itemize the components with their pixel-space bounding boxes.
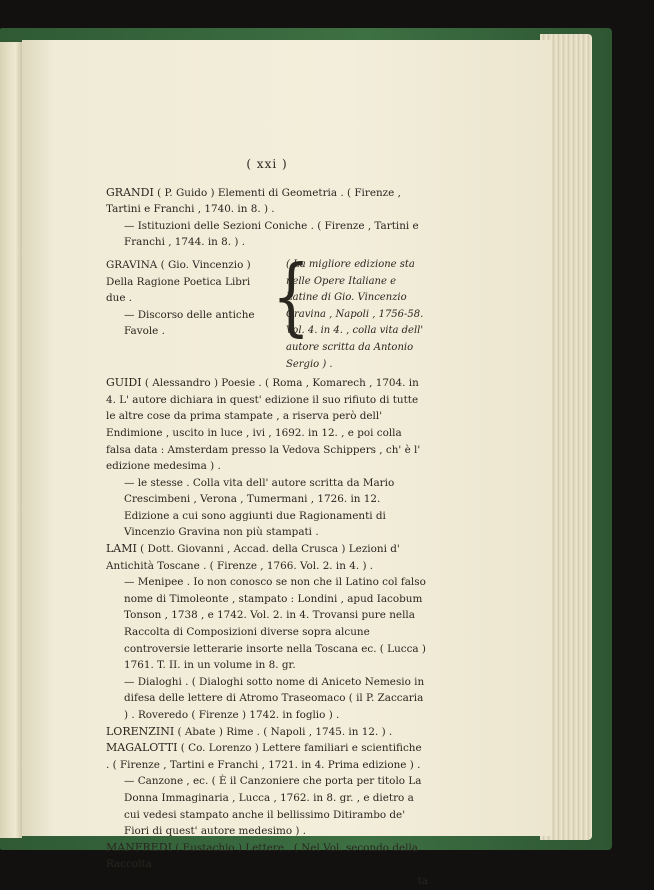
gravina-title-2: — Discorso delle antiche Favole . — [124, 308, 255, 338]
author-name: MANFREDI — [106, 840, 172, 854]
gravina-title-1: GRAVINA ( Gio. Vincenzio ) Della Ragione Poetica Libri due . — [106, 258, 251, 305]
entry-lorenzini — [106, 724, 428, 741]
page-number-header: ( xxi ) — [246, 157, 288, 171]
entry-guidi — [106, 375, 428, 475]
entry-text: ( Eustachio ) Lettere . ( Nel Vol. secondo della Raccolta — [106, 841, 418, 871]
entry-text: ( P. Guido ) Elementi di Geometria . ( Firenze , Tartini e Franchi , 1740. in 8. ) . — [106, 186, 401, 216]
entry-gravina — [106, 247, 428, 373]
entry-text: ( Dott. Giovanni , Accad. della Crusca ) Lezioni d' Antichità Toscane . ( Firenze , 1766. Vol. 2. in 4. ) . — [106, 543, 400, 572]
entry-lami-sub-1: — Menipee . Io non conosco se non che il Latino col falso nome di Timoleonte , stampato : Londini , apud Iacobum Tonson , 1738 , e 1742. Vol. 2. in 4. Trovansi pure nella Raccolta di Composizioni diverse sopra alcune controversie letterarie insorte nella Toscana ec. ( Lucca ) 1761. T. II. in un volume in 8. gr. — [124, 576, 426, 672]
author-name: LORENZINI — [106, 724, 175, 738]
author-name: LAMI — [106, 542, 137, 556]
brace-glyph: { — [272, 247, 311, 346]
book-page — [22, 40, 552, 887]
entry-grandi — [106, 185, 428, 218]
entry-magalotti-sub: — Canzone , ec. ( È il Canzoniere che porta per titolo La Donna Immaginaria , Lucca , 1762. in 8. gr. , e dietro a cui vedesi stampato anche il bellissimo Ditirambo de' Fiori di quest' autore medesimo ) . — [124, 775, 422, 838]
entry-text: ( Abate ) Rime . ( Napoli , 1745. in 12. ) . — [177, 725, 393, 738]
entry-grandi-sub: — Istituzioni delle Sezioni Coniche . ( Firenze , Tartini e Franchi , 1744. in 8. ) . — [124, 219, 419, 249]
author-name: MAGALOTTI — [106, 741, 178, 755]
catchword: ta — [417, 874, 428, 887]
author-name: GRANDI — [106, 185, 154, 199]
gravina-note: ( La migliore edizione sta nelle Opere Italiane e Latine di Gio. Vincenzio Gravina , Napoli , 1756-58. Vol. 4. in 4. , colla vita dell' autore scritta da Antonio Sergio ) . — [286, 258, 424, 370]
entry-text: ( Co. Lorenzo ) Lettere familiari e scientifiche . ( Firenze , Tartini e Franchi , 1721. in 4. Prima edizione ) . — [106, 742, 422, 771]
page-text — [106, 156, 428, 890]
entry-manfredi — [106, 840, 428, 873]
entry-lami — [106, 541, 428, 574]
entry-magalotti — [106, 740, 428, 773]
gravina-titles — [106, 257, 272, 340]
author-name: GUIDI — [106, 376, 142, 390]
entry-lami-sub-2: — Dialoghi . ( Dialoghi sotto nome di Aniceto Nemesio in difesa delle lettere di Atromo Traseomaco ( il P. Zaccaria ) . Roveredo ( Firenze ) 1742. in foglio ) . — [124, 675, 425, 721]
left-page-edge — [0, 42, 22, 838]
entry-guidi-sub: — le stesse . Colla vita dell' autore scritta da Mario Crescimbeni , Verona , Tumermani , 1726. in 12. Edizione a cui sono aggiunti due Ragionamenti di Vincenzio Gravina non più stampati . — [124, 476, 395, 539]
entry-text: ( Alessandro ) Poesie . ( Roma , Komarech , 1704. in 4. L' autore dichiara in quest' edizione il suo rifiuto di tutte le altre cose da prima stampate , a riserva però dell' Endimione , uscito in luce , ivi , 1692. in 12. , e poi colla falsa data : Amsterdam presso la Vedova Schippers , ch' è l' edizione medesima ) . — [106, 377, 421, 473]
